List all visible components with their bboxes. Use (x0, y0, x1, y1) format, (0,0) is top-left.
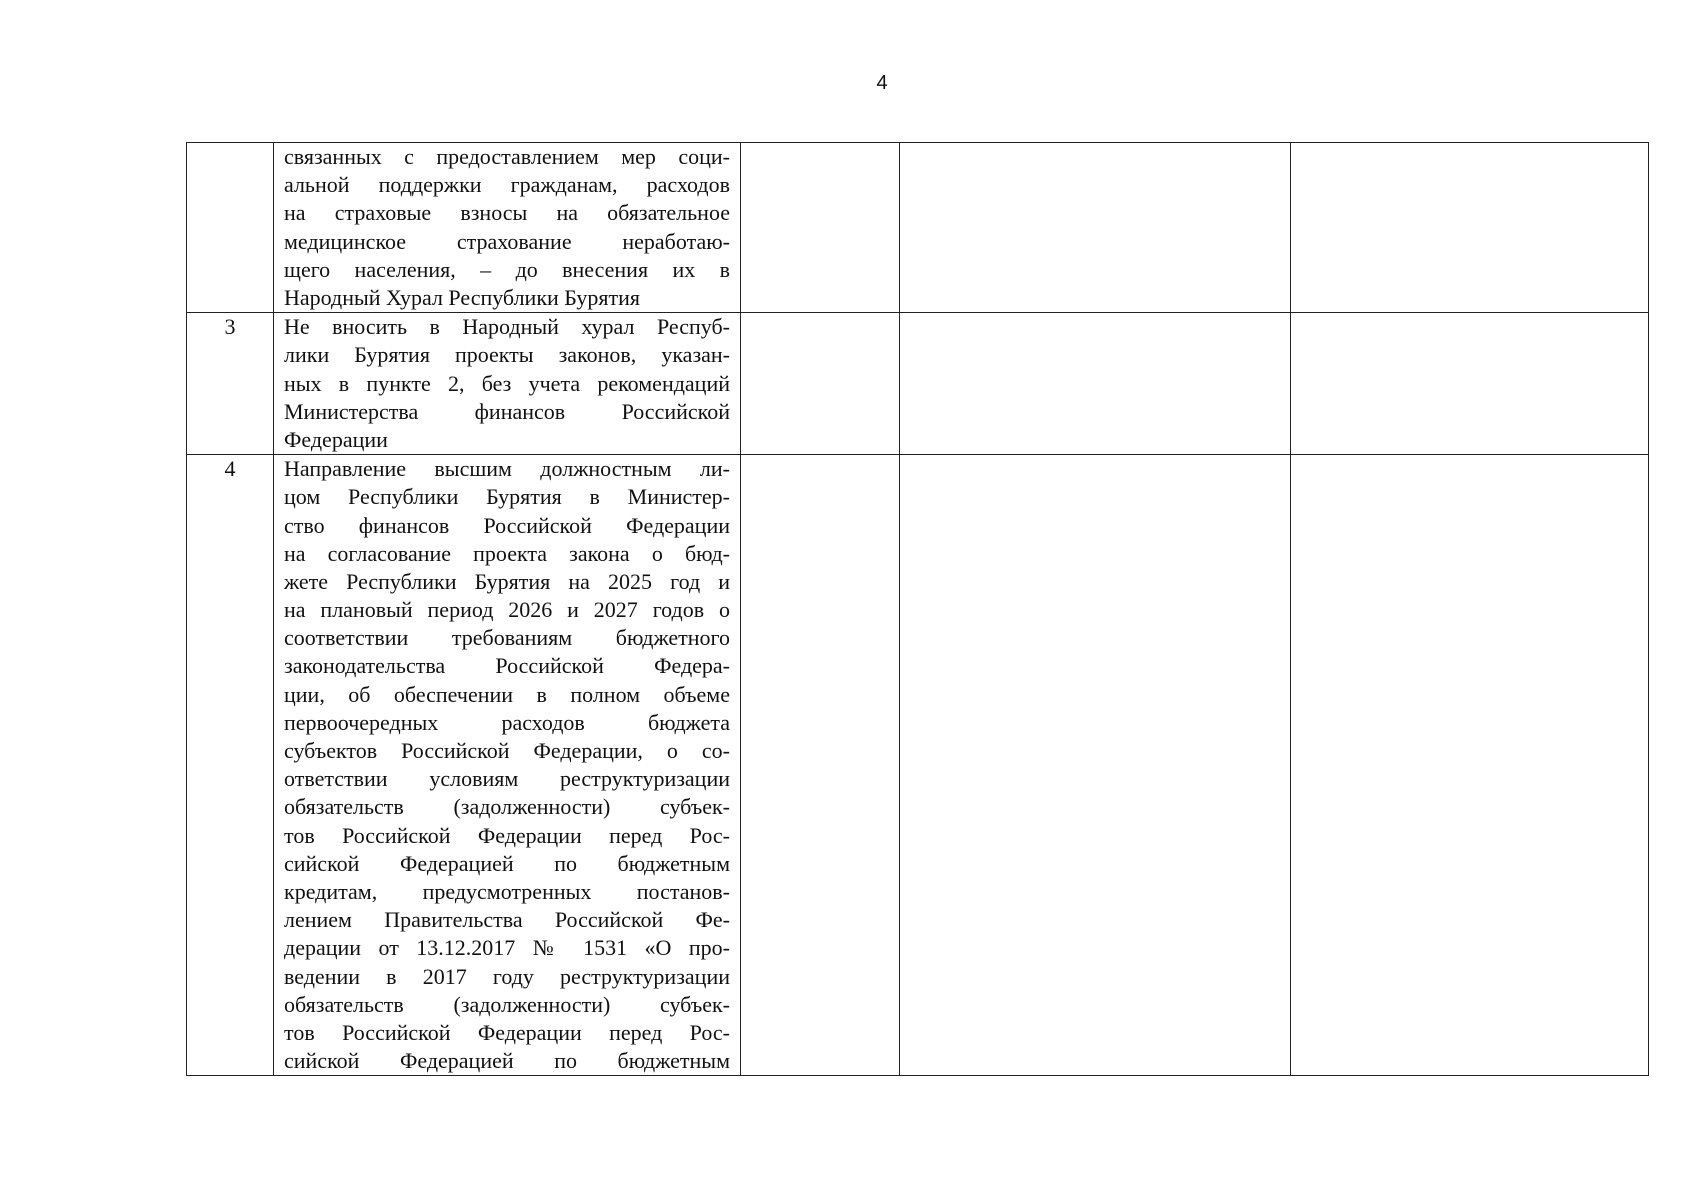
text-line: жете Республики Бурятия на 2025 год и (284, 568, 730, 594)
empty-cell (1291, 143, 1649, 313)
text-line: медицинское страхование неработаю- (284, 228, 730, 254)
table-row (187, 313, 1649, 455)
empty-cell (900, 143, 1291, 313)
text-line: обязательств (задолженности) субъек- (284, 794, 730, 820)
text-line: Федерации (284, 426, 388, 452)
text-line: альной поддержки гражданам, расходов (284, 172, 730, 198)
text-line: связанных с предоставлением мер соци- (284, 144, 730, 169)
text-line: Не вносить в Народный хурал Респуб- (284, 314, 730, 340)
row-text (274, 313, 741, 455)
row-number: 4 (187, 455, 274, 1076)
empty-cell (1291, 455, 1649, 1076)
text-line: ных в пункте 2, без учета рекомендаций (284, 370, 730, 396)
text-line: ство финансов Российской Федерации (284, 512, 730, 538)
text-line: ции, об обеспечении в полном объеме (284, 681, 730, 707)
text-line: Народный Хурал Республики Бурятия (284, 284, 641, 310)
text-line: обязательств (задолженности) субъек- (284, 991, 730, 1017)
empty-cell (741, 455, 900, 1076)
text-line: лением Правительства Российской Фе- (284, 907, 730, 933)
text-line: законодательства Российской Федера- (284, 653, 730, 679)
page-number: 4 (876, 72, 888, 94)
empty-cell (1291, 313, 1649, 455)
text-line: ответствии условиям реструктуризации (284, 766, 730, 792)
text-line: на плановый период 2026 и 2027 годов о (284, 597, 730, 623)
row-text (274, 455, 741, 1076)
text-line: тов Российской Федерации перед Рос- (284, 1019, 730, 1045)
text-line: цом Республики Бурятия в Министер- (284, 484, 730, 510)
text-line: лики Бурятия проекты законов, указан- (284, 342, 730, 368)
empty-cell (741, 143, 900, 313)
row-text (274, 143, 741, 313)
table-row (187, 455, 1649, 1076)
empty-cell (741, 313, 900, 455)
empty-cell (900, 313, 1291, 455)
text-line: на страховые взносы на обязательное (284, 200, 730, 226)
row-number (187, 143, 274, 313)
text-line: соответствии требованиям бюджетного (284, 625, 730, 651)
plan-table (186, 142, 1649, 1076)
text-line: Направление высшим должностным ли- (284, 456, 730, 482)
empty-cell (900, 455, 1291, 1076)
text-line: сийской Федерацией по бюджетным (284, 1048, 730, 1074)
row-number: 3 (187, 313, 274, 455)
text-line: щего населения, – до внесения их в (284, 256, 730, 282)
text-line: ведении в 2017 году реструктуризации (284, 963, 730, 989)
text-line: первоочередных расходов бюджета (284, 709, 730, 735)
text-line: субъектов Российской Федерации, о со- (284, 738, 730, 763)
text-line: кредитам, предусмотренных постанов- (284, 878, 730, 904)
text-line: Министерства финансов Российской (284, 398, 730, 424)
text-line: тов Российской Федерации перед Рос- (284, 822, 730, 848)
text-line: дерации от 13.12.2017 № 1531 «О про- (284, 935, 730, 961)
table-row (187, 143, 1649, 313)
text-line: сийской Федерацией по бюджетным (284, 850, 730, 876)
text-line: на согласование проекта закона о бюд- (284, 540, 730, 566)
